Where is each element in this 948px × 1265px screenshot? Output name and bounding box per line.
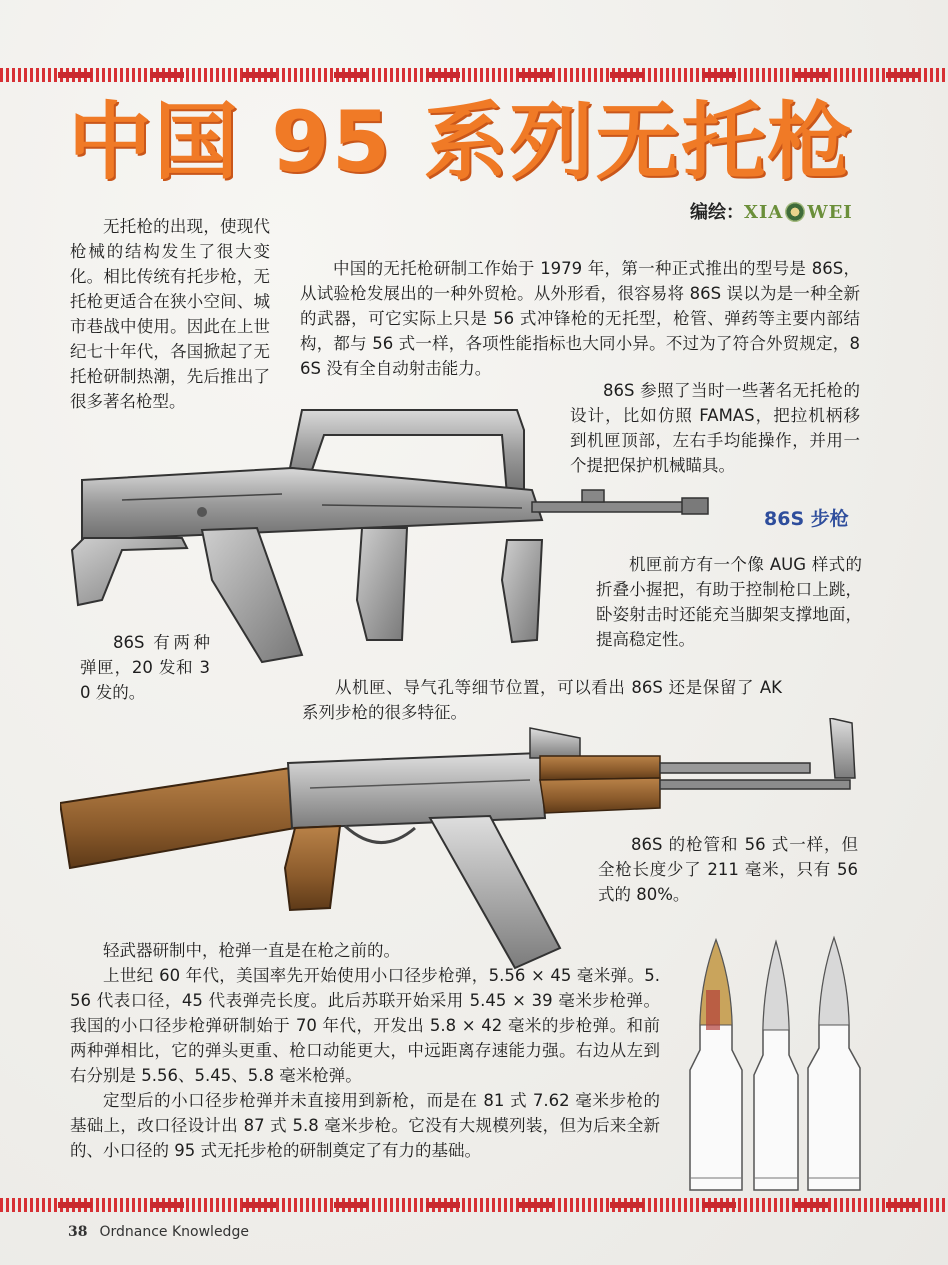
ammo-paragraph-1: 轻武器研制中，枪弹一直是在枪之前的。: [103, 941, 400, 960]
magazine-caption: 86S 有两种弹匣，20 发和 30 发的。: [80, 633, 210, 702]
seal-emblem-icon: [785, 202, 805, 222]
ammo-paragraph-3: 定型后的小口径步枪弹并未直接用到新枪，而是在 81 式 7.62 毫米步枪的基础上，改口径设计出 87 式 5.8 毫米步枪。它没有大规模列装，但为后来全新的、小口径的 95 式无托步枪的研制奠定了有力的基础。: [70, 1091, 660, 1160]
intro-paragraph: 无托枪的出现，使现代枪械的结构发生了很大变化。相比传统有托步枪，无托枪更适合在狭小空间、城市巷战中使用。因此在上世纪七十年代，各国掀起了无托枪研制热潮，先后推出了很多著名枪型。: [70, 217, 270, 411]
author-name-left: XIA: [744, 202, 784, 223]
rifle-86s-subtitle: 86S 步枪: [764, 508, 849, 530]
ammo-paragraph-2: 上世纪 60 年代，美国率先开始使用小口径步枪弹，5.56 × 45 毫米弹。5.56 代表口径，45 代表弹壳长度。此后苏联开始采用 5.45 × 39 毫米步枪弹。我国的小口径步枪弹研制始于 70 年代，开发出 5.8 × 42 毫米的步枪弹。和前两种弹相比，它的弹头更重、枪口动能更大，中远距离存速能力强。右边从左到右分别是 5.56、5.45、5.8 毫米枪弹。: [70, 966, 660, 1085]
foregrip-paragraph: 机匣前方有一个像 AUG 样式的折叠小握把，有助于控制枪口上跳，卧姿射击时还能充当脚架支撑地面，提高稳定性。: [596, 555, 862, 649]
barrel-caption: 86S 的枪管和 56 式一样，但全枪长度少了 211 毫米，只有 56 式的 80%。: [598, 835, 858, 904]
page-number: 38: [68, 1224, 88, 1240]
page-footer: [68, 1222, 368, 1242]
credit-label: 编绘：: [690, 202, 744, 223]
author-name-right: WEI: [807, 202, 853, 223]
magazine-name: Ordnance Knowledge: [99, 1224, 249, 1240]
5.56-cartridge-drawing: [690, 940, 742, 1190]
ak-features-paragraph: 从机匣、导气孔等细节位置，可以看出 86S 还是保留了 AK 系列步枪的很多特征。: [302, 678, 782, 722]
author-credit: [690, 200, 870, 226]
famas-reference-paragraph: 86S 参照了当时一些著名无托枪的设计，比如仿照 FAMAS，把拉机柄移到机匣顶部，左右手均能操作，并用一个提把保护机械瞄具。: [570, 381, 860, 475]
5.8-cartridge-drawing: [808, 938, 860, 1190]
ammunition-section: [70, 938, 660, 1163]
5.45-cartridge-drawing: [754, 942, 798, 1190]
bottom-border-rifle-pattern: [0, 1198, 948, 1212]
history-86s-paragraph: 中国的无托枪研制工作始于 1979 年，第一种正式推出的型号是 86S，从试验枪发展出的一种外贸枪。从外形看，很容易将 86S 误以为是一种全新的武器，可它实际上只是 56 式冲锋枪的无托型，枪管、弹药等主要内部结构，都与 56 式一样，各项性能指标也大同小异。不过为了符合外贸规定，86S 没有全自动射击能力。: [300, 259, 860, 378]
cartridges-illustration: [676, 930, 876, 1200]
top-border-rifle-pattern: [0, 68, 948, 82]
page-title: 中国 95 系列无托枪: [68, 93, 854, 191]
